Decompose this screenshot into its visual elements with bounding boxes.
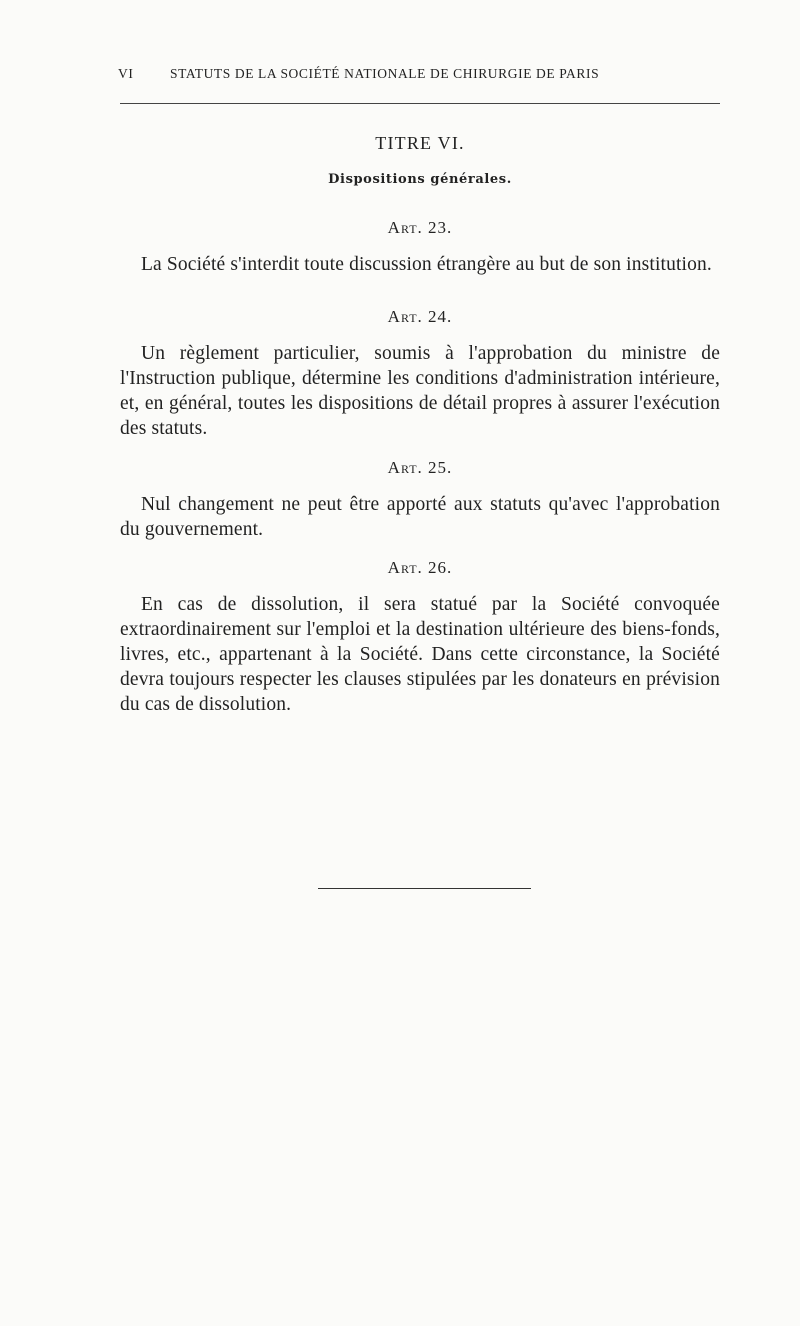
article-text-26: En cas de dissolution, il sera statué par la Société convoquée extraordinairement sur l'emploi et la destination ultérieure des biens-fonds, livres, etc., appartenant à la Société. Dans cette circonstance, la Société devra toujours respecter les clauses stipulées par les donateurs en prévision du cas de dissolution. bbox=[120, 594, 720, 715]
article-text-25: Nul changement ne peut être apporté aux statuts qu'avec l'approbation du gouvernement. bbox=[120, 494, 720, 540]
article-heading-25: Art. 25. bbox=[387, 458, 453, 477]
article-heading-26: Art. 26. bbox=[387, 558, 453, 577]
closing-rule bbox=[318, 888, 531, 889]
section-subtitle: Dispositions générales. bbox=[328, 172, 512, 187]
article-heading-24: Art. 24. bbox=[387, 307, 453, 326]
header-rule bbox=[120, 103, 720, 104]
article-text-23: La Société s'interdit toute discussion étrangère au but de son institution. bbox=[141, 254, 712, 275]
article-heading-23: Art. 23. bbox=[387, 218, 453, 237]
running-header bbox=[118, 66, 680, 82]
section-title: TITRE VI. bbox=[375, 133, 465, 153]
article-text-24: Un règlement particulier, soumis à l'approbation du ministre de l'Instruction publique, détermine les conditions d'administration intérieure, et, en général, toutes les dispositions de détail propres à assurer l'exécution des statuts. bbox=[120, 343, 720, 439]
page-number: VI bbox=[118, 66, 134, 81]
running-title: STATUTS DE LA SOCIÉTÉ NATIONALE DE CHIRURGIE DE PARIS bbox=[170, 66, 600, 81]
